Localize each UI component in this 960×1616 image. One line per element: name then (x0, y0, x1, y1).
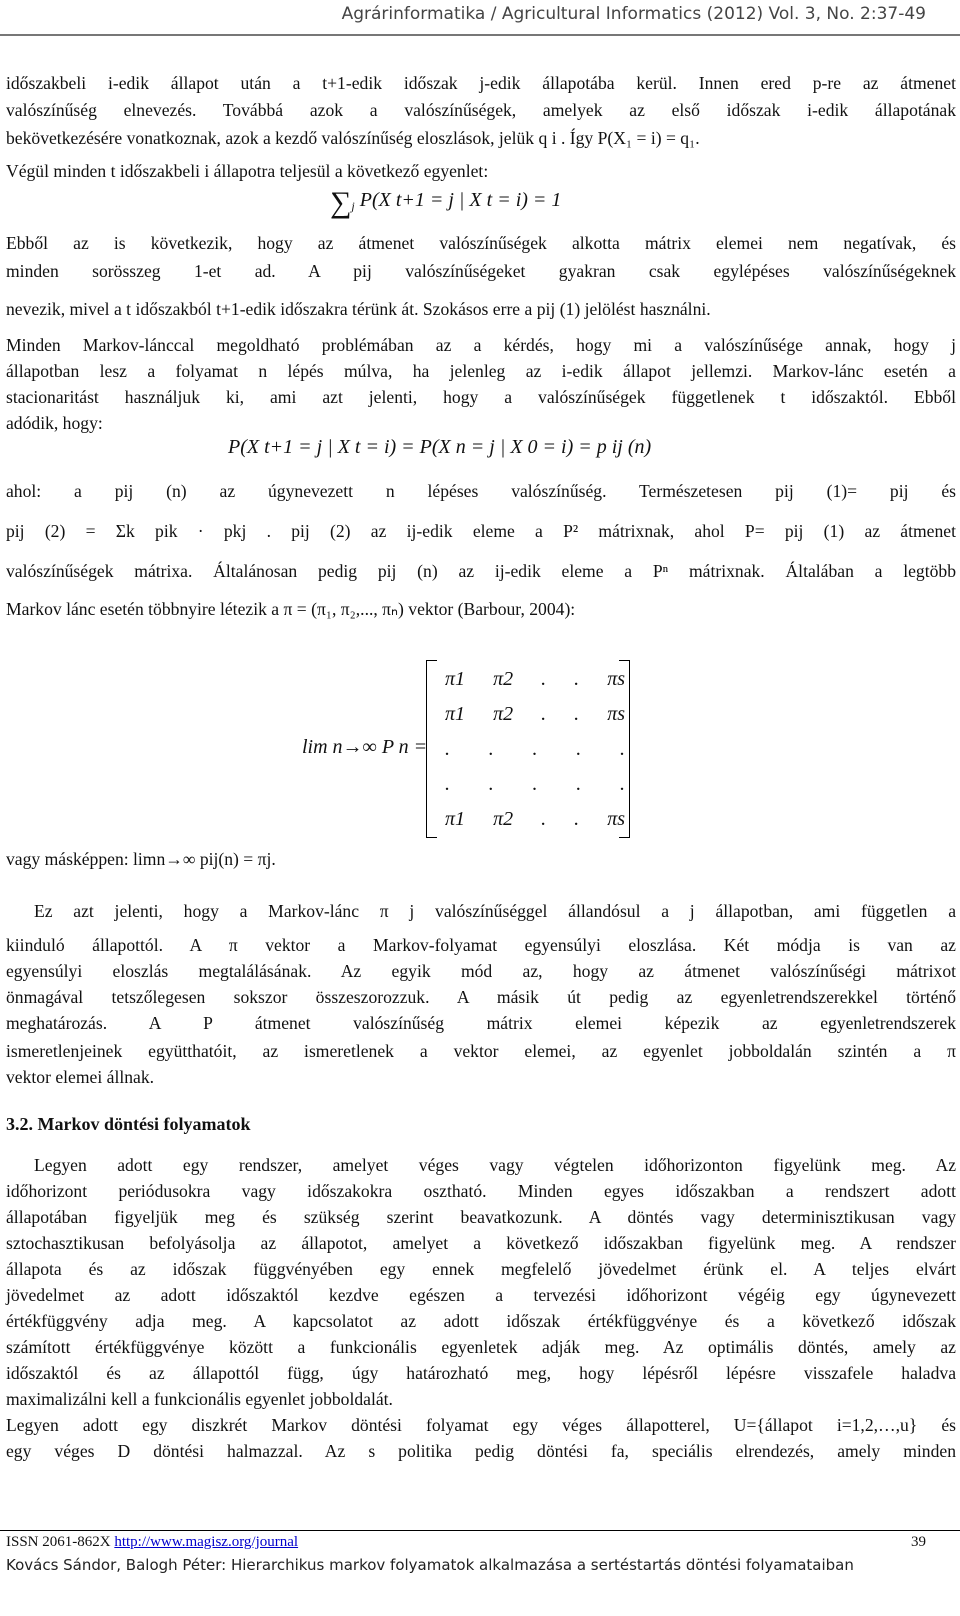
journal-header: Agrárinformatika / Agricultural Informatics (2012) Vol. 3, No. 2:37-49 (341, 4, 926, 24)
equation-sum (330, 186, 561, 220)
text-line: egyensúlyi eloszlás megtalálásának. Az egyik mód az, hogy az átmenet valószínűségi mátrixot (6, 961, 956, 981)
page-number: 39 (911, 1534, 926, 1550)
text-line: nevezik, mivel a t időszakból t+1-edik időszakra térünk át. Szokásos erre a pij (1) jelölést használni. (6, 299, 711, 319)
text-line: időhorizont periódusokra vagy időszakokra osztható. Minden egyes időszakban a rendszert adott (6, 1181, 956, 1201)
text-line: Ebből az is következik, hogy az átmenet valószínűségek alkotta mátrix elemei nem negatívak, és (6, 233, 956, 253)
text-line: számított értékfüggvénye között a funkcionális egyenletek adják meg. Az optimális döntés, amely az (6, 1337, 956, 1357)
text-line: kiinduló állapottól. A π vektor a Markov-folyamat egyensúlyi eloszlása. Két módja is van az (6, 935, 956, 955)
text-line: maximalizálni kell a funkcionális egyenlet jobboldalát. (6, 1389, 393, 1409)
limit-expression: lim n→∞ P n = (302, 736, 428, 758)
text-line: vektor elemei állnak. (6, 1067, 155, 1087)
text-line: vagy másképpen: limn→∞ pij(n) = πj. (6, 849, 276, 869)
text-line: Végül minden t időszakbeli i állapotra teljesül a következő egyenlet: (6, 161, 489, 181)
matrix-row-4: . . . . . (445, 773, 625, 795)
text-line: bekövetkezésére vonatkoznak, azok a kezdő valószínűség eloszlások, jelük q i . Így P(X₁ = i) = q₁. (6, 128, 700, 148)
text-line: stacionaritást használjuk ki, ami azt jelenti, hogy a valószínűségek függetlenek t időszaktól. Ebből (6, 387, 956, 407)
limit-matrix (426, 660, 630, 838)
text-line: adódik, hogy: (6, 413, 103, 433)
text-line: állapotában figyeljük meg és szükség szerint beavatkozunk. A döntés vagy determinisztikusan vagy (6, 1207, 956, 1227)
equation-2: P(X t+1 = j | X t = i) = P(X n = j | X 0 = i) = p ij (n) (228, 436, 652, 458)
text-line: Legyen adott egy diszkrét Markov döntési folyamat egy véges állapotterel, U={állapot i=1,2,…,u} és (6, 1415, 956, 1435)
text-line: időszakbeli i-edik állapot után a t+1-edik időszak j-edik állapotába kerül. Innen ered p-re az átmenet (6, 73, 956, 93)
matrix-row-1: π1 π2 . . πs (445, 668, 625, 690)
text-line: Markov lánc esetén többnyire létezik a π = (π₁, π₂,..., πₙ) vektor (Barbour, 2004): (6, 599, 576, 619)
journal-link[interactable]: http://www.magisz.org/journal (114, 1534, 299, 1550)
text-line: időszaktól és az állapottól függ, úgy határozható meg, hogy lépésről lépésre visszafele haladva (6, 1363, 956, 1383)
text-line: állapotban lesz a folyamat n lépés múlva, ha jelenleg az i-edik állapot jellemzi. Markov-lánc esetén a (6, 361, 956, 381)
text-line: valószínűség elnevezés. Továbbá azok a valószínűségek, amelyek az első időszak i-edik állapotának (6, 100, 956, 120)
matrix-row-5: π1 π2 . . πs (445, 808, 625, 830)
text-line: állapota és az időszak függvényében egy ennek megfelelő jövedelmet érünk el. A teljes elvárt (6, 1259, 956, 1279)
text-line: valószínűségek mátrixa. Általánosan pedig pij (n) az ij-edik eleme a Pⁿ mátrixnak. Általában a legtöbb (6, 561, 956, 581)
text-line: ismeretlenjeinek együtthatóit, az ismeretlenek a vektor elemei, az egyenlet jobboldalán szintén a π (6, 1041, 956, 1061)
text-line: egy véges D döntési halmazzal. Az s politika pedig döntési fa, speciális elrendezés, amely minden (6, 1441, 956, 1461)
text-line: ahol: a pij (n) az úgynevezett n lépéses valószínűség. Természetesen pij (1)= pij és (6, 481, 956, 501)
text-line: Ez azt jelenti, hogy a Markov-lánc π j valószínűséggel állandósul a j állapotban, ami független a (34, 901, 956, 921)
matrix-row-2: π1 π2 . . πs (445, 703, 625, 725)
footer-issn: ISSN 2061-862X http://www.magisz.org/journal (6, 1534, 299, 1550)
footer-rule (0, 1530, 960, 1531)
text-line: minden sorösszeg 1-et ad. A pij valószínűségeket gyakran csak egylépéses valószínűségeknek (6, 261, 956, 281)
text-line: meghatározás. A P átmenet valószínűség mátrix elemei képezik az egyenletrendszerek (6, 1013, 956, 1033)
text-line: önmagával tetszőlegesen sokszor összeszorozzuk. A másik út pedig az egyenletrendszerekkel történő (6, 987, 956, 1007)
text-line: jövedelmet az adott időszaktól kezdve egészen a tervezési időhorizont végéig egy úgynevezett (6, 1285, 956, 1305)
equation-1: P(X t+1 = j | X t = i) = 1 (359, 189, 562, 211)
text-line: értékfüggvény adja meg. A kapcsolatot az adott időszak értékfüggvénye és a következő időszak (6, 1311, 956, 1331)
sum-index: j (351, 199, 355, 213)
section-heading: 3.2. Markov döntési folyamatok (6, 1114, 251, 1134)
footer-authors: Kovács Sándor, Balogh Péter: Hierarchikus markov folyamatok alkalmazása a sertéstartás döntési folyamataiban (6, 1556, 854, 1574)
matrix-row-3: . . . . . (445, 738, 625, 760)
header-rule (0, 34, 960, 36)
text-line: Minden Markov-lánccal megoldható problémában az a kérdés, hogy mi a valószínűsége annak, hogy j (6, 335, 956, 355)
sigma-symbol: ∑ (330, 186, 352, 219)
text-line: Legyen adott egy rendszer, amelyet véges vagy végtelen időhorizonton figyelünk meg. Az (34, 1155, 956, 1175)
text-line: pij (2) = Σk pik · pkj . pij (2) az ij-edik eleme a P² mátrixnak, ahol P= pij (1) az átmenet (6, 521, 956, 541)
text-line: sztochasztikusan befolyásolja az állapotot, amelyet a következő időszakban figyelünk meg. A rendszer (6, 1233, 956, 1253)
